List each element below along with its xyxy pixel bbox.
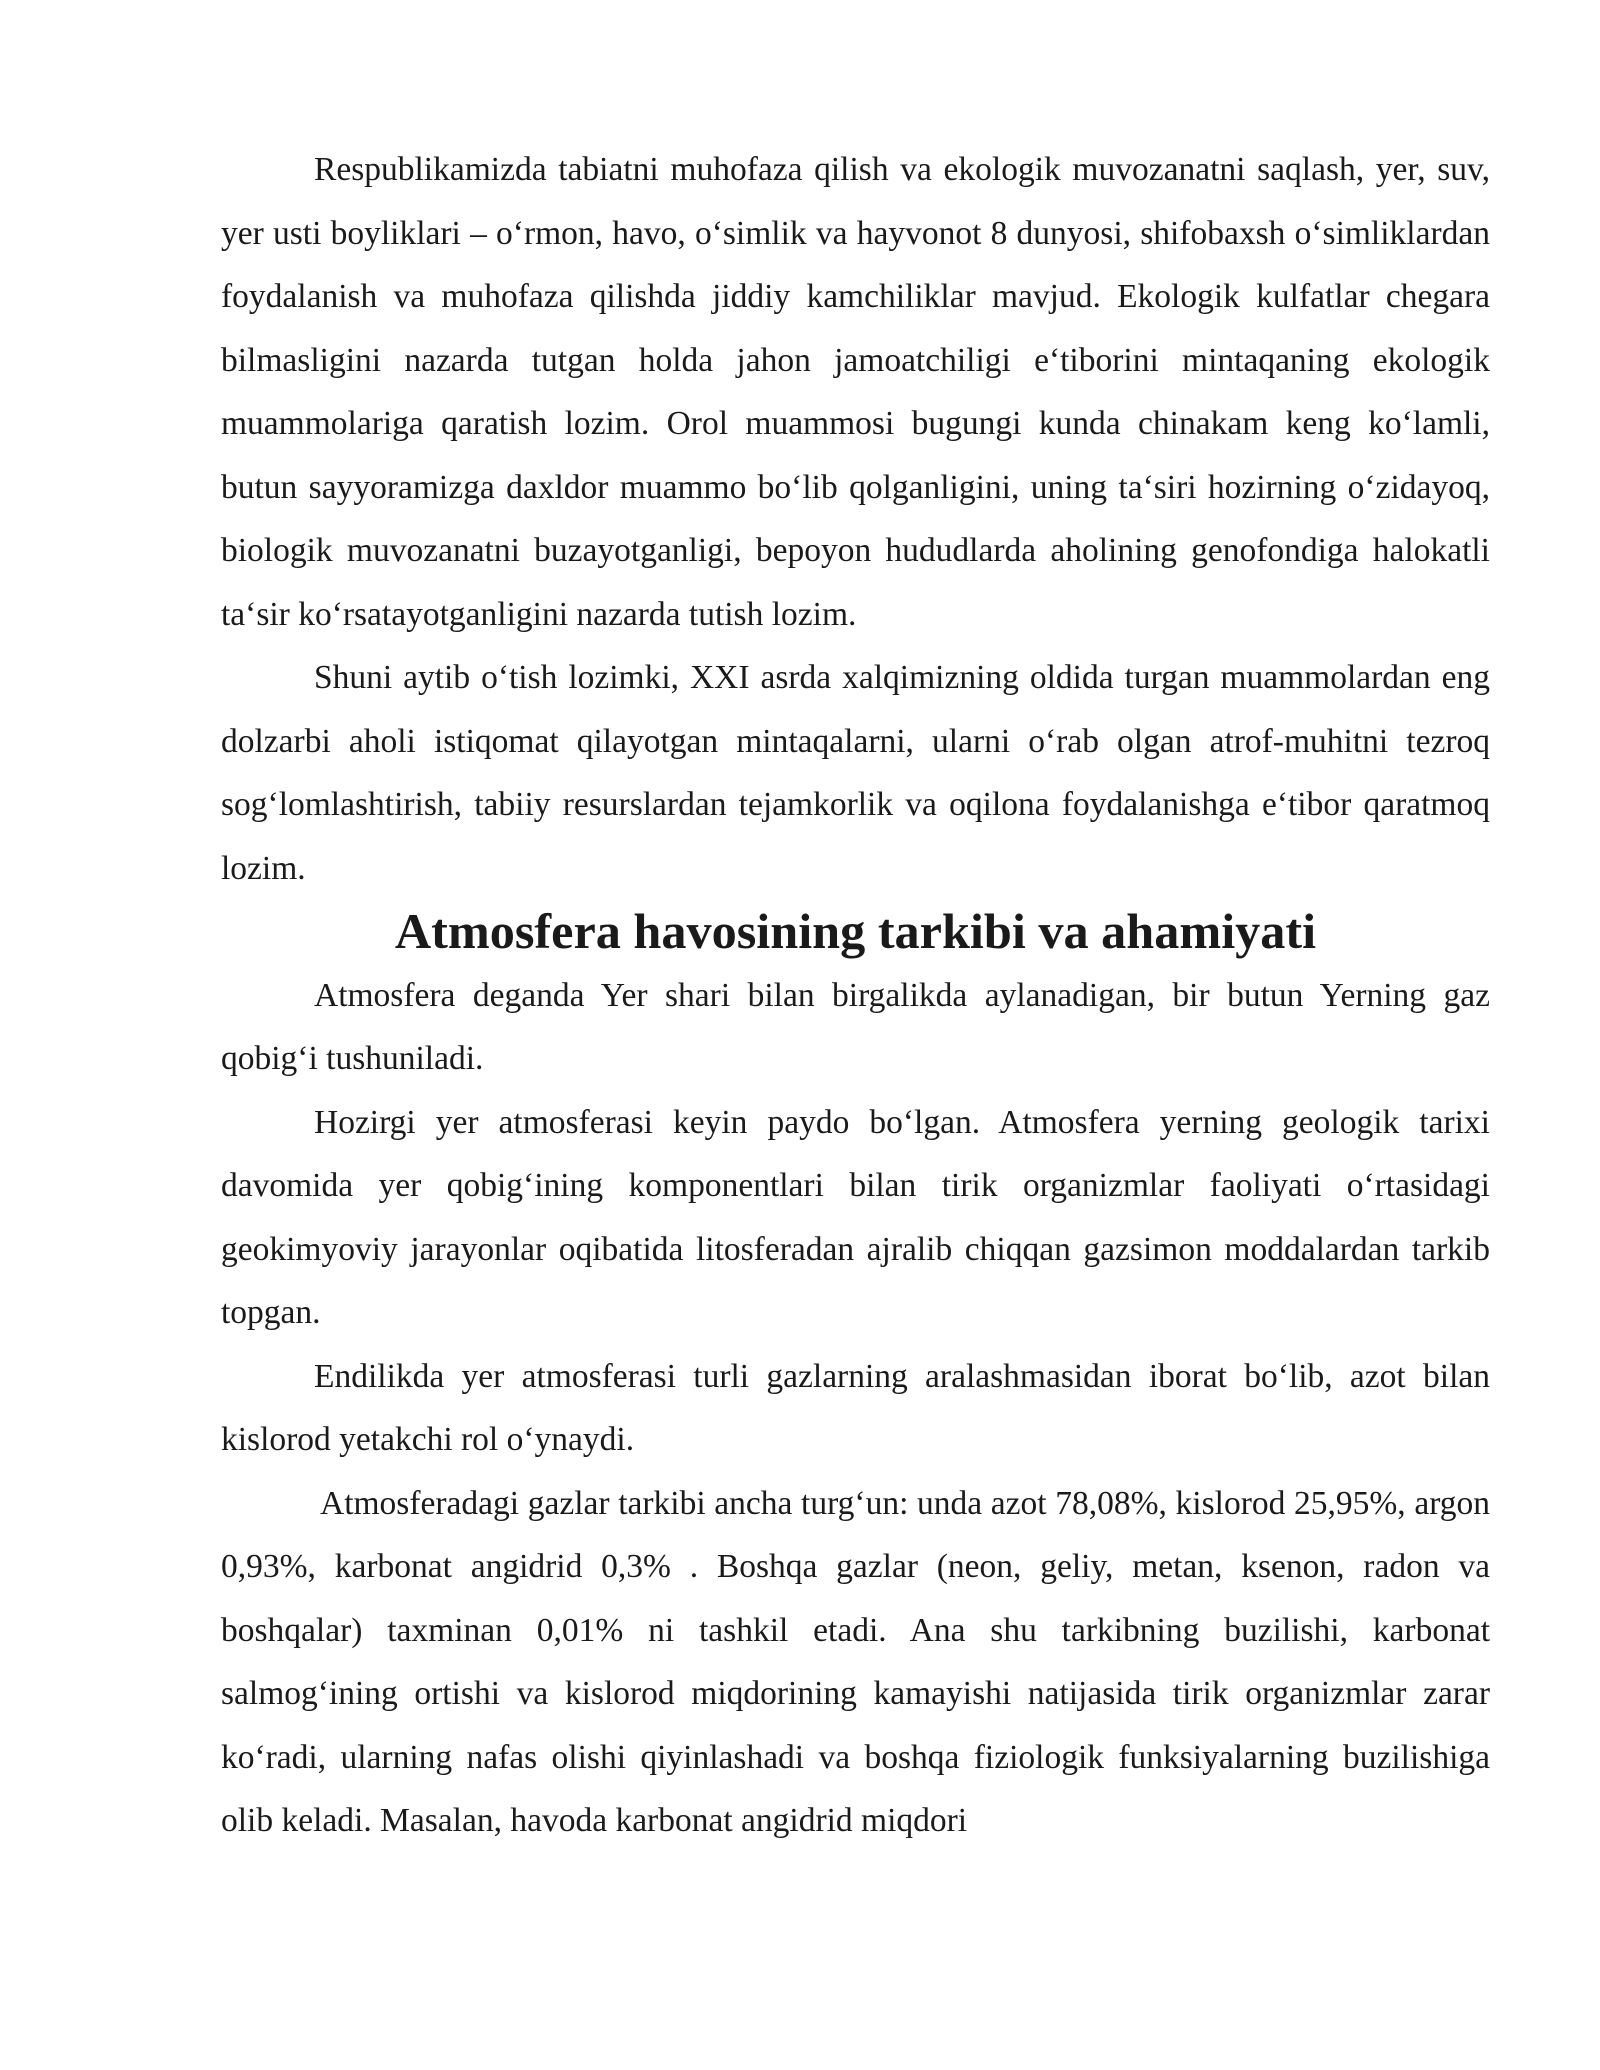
paragraph-atmosphere-definition: Atmosfera deganda Yer shari bilan birgalikda aylanadigan, bir butun Yerning gaz qobig‘i tushuniladi.: [221, 976, 1490, 1077]
document-page: [221, 138, 1490, 1853]
paragraph-gas-composition: Atmosferadagi gazlar tarkibi ancha turg‘un: unda azot 78,08%, kislorod 25,95%, argon 0,93%, karbonat angidrid 0,3% . Boshqa gazlar (neon, geliy, metan, ksenon, radon va boshqalar) taxminan 0,01% ni tashkil etadi. Ana shu tarkibning buzilishi, karbonat salmog‘ining ortishi va kislorod miqdorining kamayishi natijasida tirik organizmlar zarar ko‘radi, ularning nafas olishi qiyinlashadi va boshqa fiziologik funksiyalarning buzilishiga olib keladi. Masalan, havoda karbonat angidrid miqdori: [221, 1484, 1490, 1839]
paragraph-gas-mixture: Endilikda yer atmosferasi turli gazlarning aralashmasidan iborat bo‘lib, azot bilan kislorod yetakchi rol o‘ynaydi.: [221, 1357, 1490, 1458]
paragraph-atmosphere-origin: Hozirgi yer atmosferasi keyin paydo bo‘lgan. Atmosfera yerning geologik tarixi davomida yer qobig‘ining komponentlari bilan tirik organizmlar faoliyati o‘rtasidagi geokimyoviy jarayonlar oqibatida litosferadan ajralib chiqqan gazsimon moddalardan tarkib topgan.: [221, 1103, 1490, 1331]
section-heading: Atmosfera havosining tarkibi va ahamiyati: [394, 903, 1317, 959]
paragraph-environment-problems: Respublikamizda tabiatni muhofaza qilish va ekologik muvozanatni saqlash, yer, suv, yer usti boyliklari – o‘rmon, havo, o‘simlik va hayvonot 8 dunyosi, shifobaxsh o‘simliklardan foydalanish va muhofaza qilishda jiddiy kamchiliklar mavjud. Ekologik kulfatlar chegara bilmasligini nazarda tutgan holda jahon jamoatchiligi e‘tiborini mintaqaning ekologik muammolariga qaratish lozim. Orol muammosi bugungi kunda chinakam keng ko‘lamli, butun sayyoramizga daxldor muammo bo‘lib qolganligini, uning ta‘siri hozirning o‘zidayoq, biologik muvozanatni buzayotganligi, bepoyon hududlarda aholining genofondiga halokatli ta‘sir ko‘rsatayotganligini nazarda tutish lozim.: [221, 151, 1490, 633]
paragraph-21st-century: Shuni aytib o‘tish lozimki, XXI asrda xalqimizning oldida turgan muammolardan eng dolzarbi aholi istiqomat qilayotgan mintaqalarni, ularni o‘rab olgan atrof-muhitni tezroq sog‘lomlashtirish, tabiiy resurslardan tejamkorlik va oqilona foydalanishga e‘tibor qaratmoq lozim.: [221, 659, 1490, 887]
